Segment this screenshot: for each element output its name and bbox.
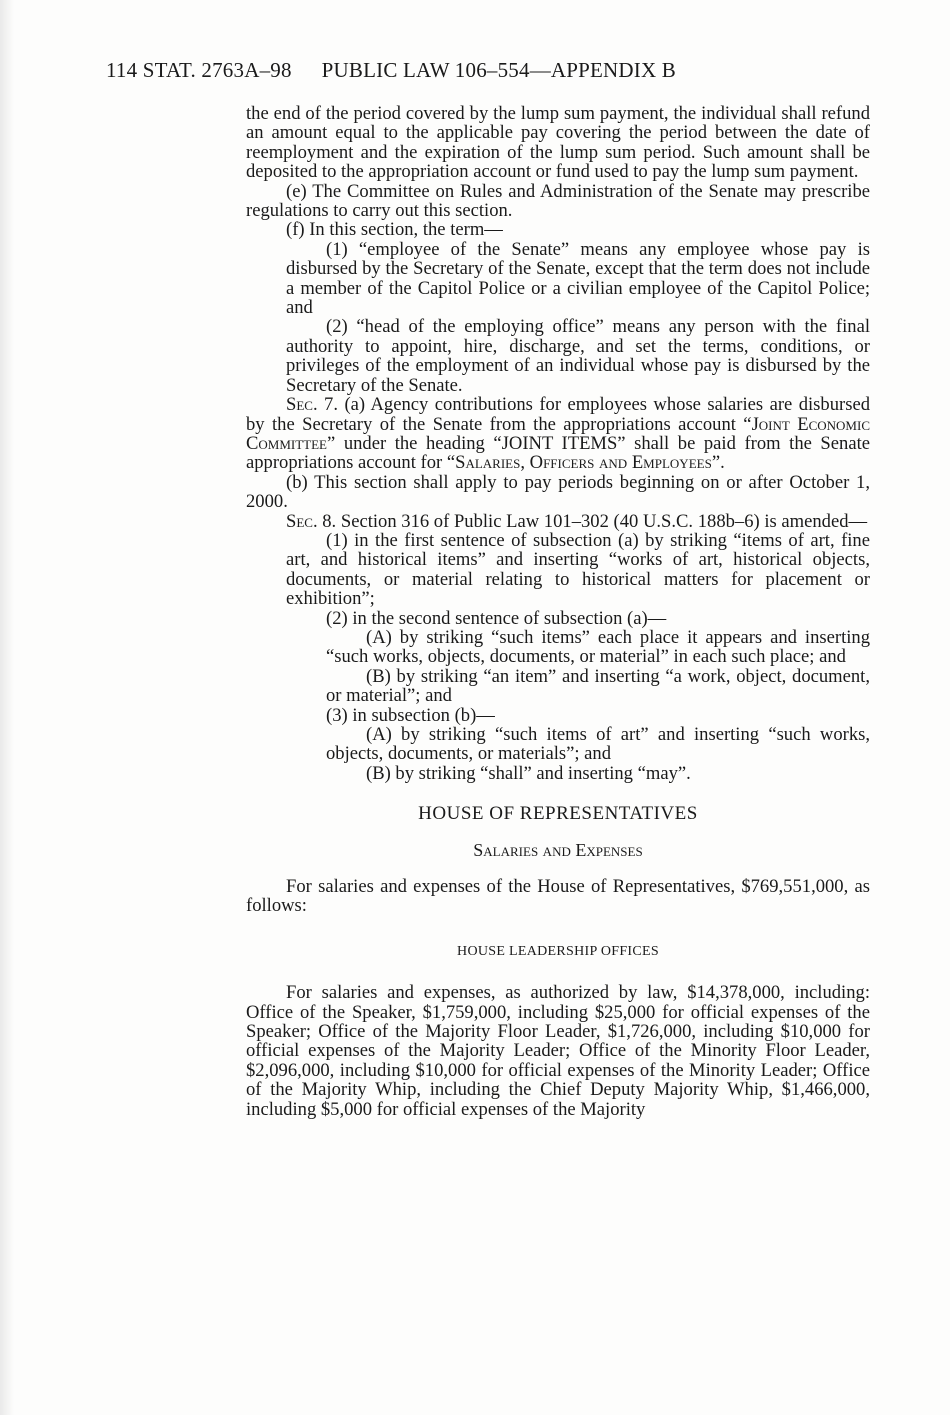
section-8-text: Section 316 of Public Law 101–302 (40 U.S.C. 188b–6) is amended— <box>336 510 868 532</box>
section-7-text: (a) Agency contributions for employees whose salaries are disbursed by the Secretary of the Senate from the appropriations account “ <box>246 394 870 435</box>
paragraph-continuation: the end of the period covered by the lump sum payment, the individual shall refund an amount equal to the applicable pay covering the period between the date of reemployment and the expiration of the lump sum period. Such amount shall be deposited to the appropriation account or fund used to pay the lump sum payment. <box>246 103 870 183</box>
paragraph-f1: (1) “employee of the Senate” means any employee whose pay is disbursed by the Secretary of the Senate, except that the term does not include a member of the Capitol Police or a civilian employee of the Capitol Police; and <box>286 238 870 319</box>
running-header <box>106 58 676 83</box>
section-7a <box>246 395 870 473</box>
account-name-soe: Salaries, Officers and Employees <box>455 452 712 474</box>
document-body <box>246 104 870 1119</box>
law-title: PUBLIC LAW 106–554—APPENDIX B <box>321 58 677 82</box>
paragraph-f2: (2) “head of the employing office” means any person with the final authority to appoint, hire, discharge, and set the terms, conditions, or privileges of the employment of an individual whose pay is disbursed by the Secretary of the Senate. <box>286 316 870 396</box>
account-name-jec: Joint Economic Committee <box>246 413 870 454</box>
heading-salaries-and-expenses: Salaries and Expenses <box>473 839 643 860</box>
section-8-label: Sec. 8. <box>286 510 337 532</box>
section-8-item-2: (2) in the second sentence of subsection (a)— <box>326 607 667 629</box>
heading-house-leadership-offices: HOUSE LEADERSHIP OFFICES <box>457 943 659 959</box>
leadership-paragraph: For salaries and expenses, as authorized by law, $14,378,000, including: Office of the Speaker, $1,759,000, including $25,000 for official expenses of the Speaker; Office of the Majority Floor Leader, $1,726,000, including $10,000 for official expenses of the Majority Leader; Office of the Minority Floor Leader, $2,096,000, including $10,000 for official expenses of the Minority Leader; Office of the Majority Whip, including the Chief Deputy Majority Whip, $1,466,000, including $5,000 for official expenses of the Majority <box>246 982 870 1120</box>
house-intro-paragraph: For salaries and expenses of the House of Representatives, $769,551,000, as follows: <box>246 876 870 917</box>
heading-house-of-representatives: HOUSE OF REPRESENTATIVES <box>418 803 698 825</box>
scan-edge-shadow <box>0 0 14 1415</box>
section-7-mid: ” under the heading “JOINT ITEMS” shall be paid from the Senate appropriations account for “ <box>246 432 870 474</box>
section-8-item-3a: (A) by striking “such items of art” and inserting “such works, objects, documents, or materials”; and <box>326 724 870 765</box>
section-8-item-2a: (A) by striking “such items” each place it appears and inserting “such works, objects, documents, or material” in each such place; and <box>326 626 870 668</box>
paragraph-e: (e) The Committee on Rules and Administration of the Senate may prescribe regulations to carry out this section. <box>246 180 870 222</box>
paragraph-f: (f) In this section, the term— <box>286 219 503 241</box>
statute-citation: 114 STAT. 2763A–98 <box>106 58 292 82</box>
section-7b: (b) This section shall apply to pay periods beginning on or after October 1, 2000. <box>246 471 870 513</box>
section-8-item-3b: (B) by striking “shall” and inserting “may”. <box>366 762 691 784</box>
section-7-label: Sec. 7. <box>286 394 338 416</box>
section-8-item-3: (3) in subsection (b)— <box>326 704 495 726</box>
section-8 <box>246 512 870 531</box>
section-7-end: ”. <box>711 452 725 474</box>
section-8-item-1: (1) in the first sentence of subsection (a) by striking “items of art, fine art, and historical items” and inserting “works of art, historical objects, documents, or material relating to historical matters for placement or exhibition”; <box>286 529 870 610</box>
section-8-item-2b: (B) by striking “an item” and inserting “a work, object, document, or material”; and <box>326 665 870 707</box>
